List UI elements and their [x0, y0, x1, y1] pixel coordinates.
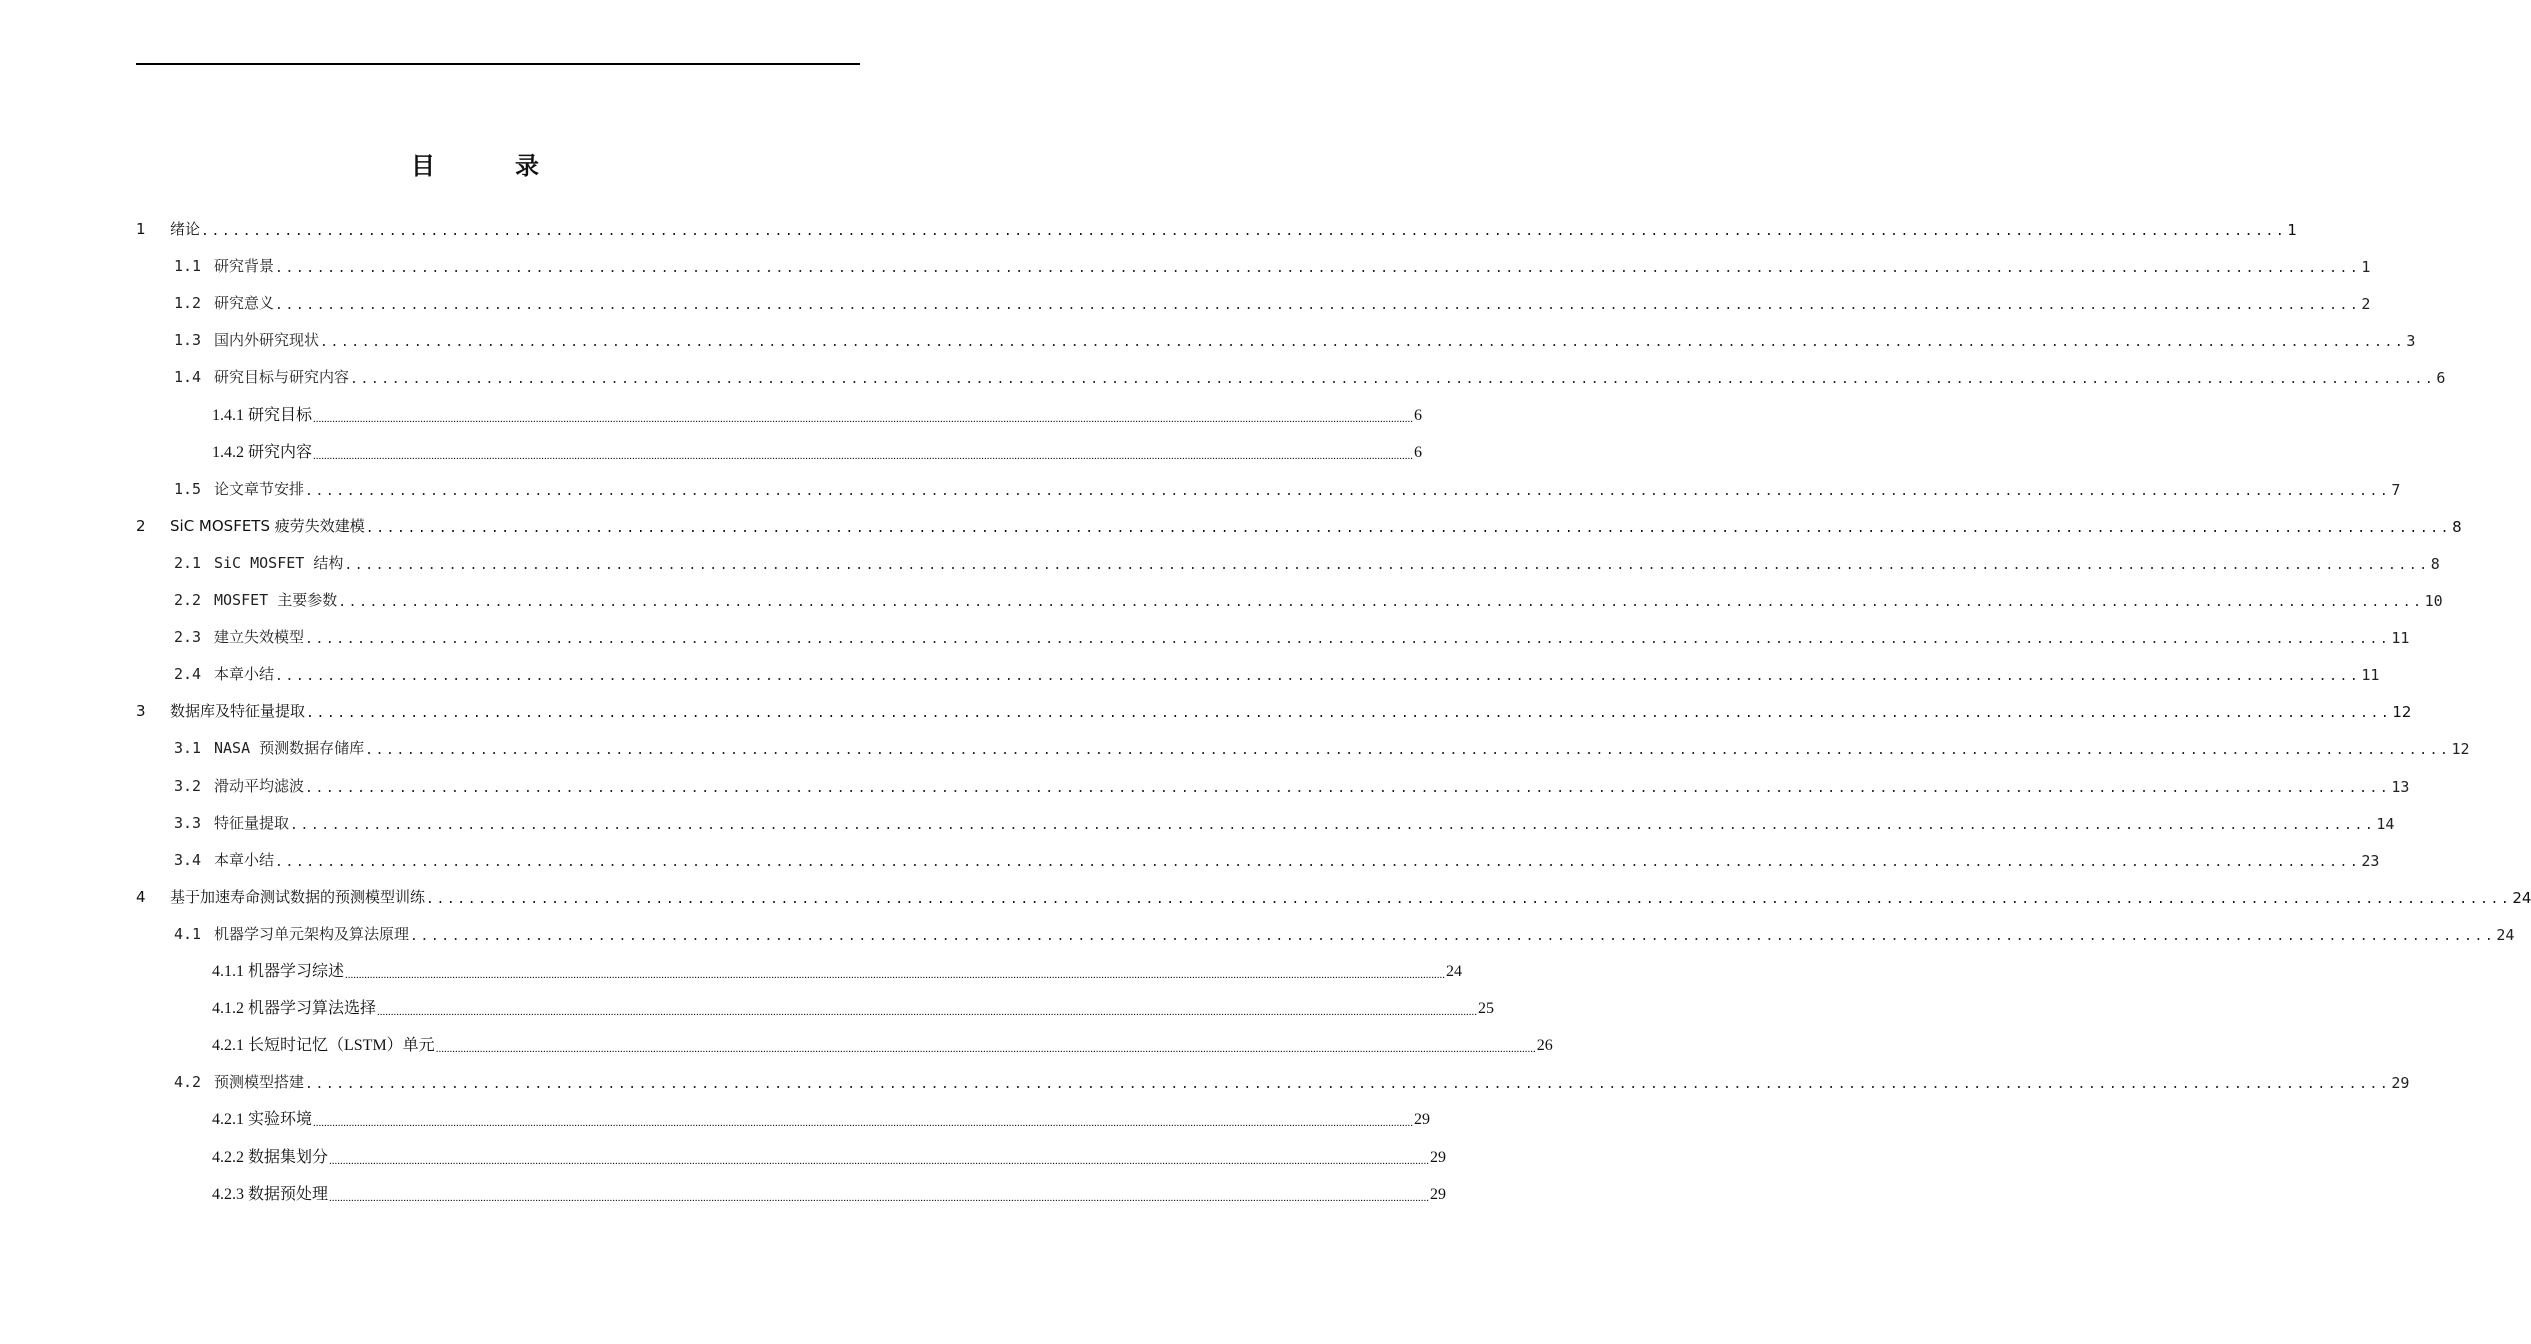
toc-entry[interactable] — [136, 881, 2531, 907]
toc-entry-title — [174, 292, 274, 313]
toc-entry-number: 4.2.2 — [212, 1149, 244, 1166]
toc-entry[interactable] — [136, 510, 2462, 536]
toc-entry-number: 4.2.1 — [212, 1037, 244, 1054]
toc-entry-page: 14 — [2376, 815, 2395, 833]
toc-entry-label: NASA 预测数据存储库 — [214, 739, 365, 757]
toc-entry[interactable] — [174, 621, 2410, 647]
toc-entry-title — [174, 775, 304, 796]
toc-entry-number: 3 — [136, 702, 146, 720]
toc-entry-number: 4.2.1 — [212, 1111, 244, 1128]
toc-entry[interactable] — [174, 287, 2371, 313]
toc-entry[interactable] — [174, 1066, 2410, 1092]
toc-entry[interactable] — [174, 844, 2380, 870]
toc-leader-dots: ........................................................................................................................................................................................................ — [201, 224, 2287, 239]
toc-leader-dots: ........................................................................................................................................................................................................ — [344, 558, 2430, 573]
toc-entry-number: 4.1 — [174, 925, 202, 943]
toc-entry-label: 预测模型搭建 — [214, 1073, 305, 1091]
toc-entry[interactable] — [136, 695, 2412, 721]
toc-entry-title — [212, 1144, 328, 1167]
toc-leader-dots: ................................................................................................................................................................................................................................................................................................................................................................................................................ — [329, 1155, 1430, 1167]
toc-entry[interactable] — [212, 1103, 1431, 1129]
toc-entry-page: 26 — [1536, 1037, 1553, 1054]
toc-entry-title — [174, 737, 364, 758]
toc-entry-title — [174, 849, 274, 870]
toc-entry-title — [212, 1181, 328, 1204]
toc-entry[interactable] — [212, 1141, 1447, 1167]
toc-entry-page: 2 — [2361, 295, 2371, 313]
toc-entry-page: 13 — [2391, 778, 2410, 796]
toc-entry-title — [174, 366, 349, 387]
toc-entry[interactable] — [174, 732, 2470, 758]
toc-entry-number: 1.1 — [174, 257, 202, 275]
toc-entry-page: 23 — [2361, 852, 2380, 870]
toc-leader-dots: ................................................................................................................................................................................................................................................................................................................................................................................................................ — [435, 1043, 1536, 1055]
toc-entry-page: 6 — [1414, 407, 1423, 424]
toc-entry[interactable] — [174, 658, 2380, 684]
toc-leader-dots: ........................................................................................................................................................................................................ — [338, 595, 2424, 610]
toc-leader-dots: ........................................................................................................................................................................................................ — [426, 892, 2512, 907]
toc-entry[interactable] — [174, 807, 2395, 833]
toc-entry-title — [212, 402, 312, 425]
toc-entry-number: 1.5 — [174, 480, 202, 498]
toc-entry-label: 长短时记忆（LSTM）单元 — [248, 1037, 435, 1054]
toc-entry-title — [212, 995, 376, 1018]
toc-leader-dots: ........................................................................................................................................................................................................ — [305, 781, 2391, 796]
toc-entry[interactable] — [212, 955, 1463, 981]
toc-entry-title — [174, 255, 274, 276]
toc-entry-label: SiC MOSFETS 疲劳失效建模 — [170, 517, 365, 535]
toc-entry-title — [136, 700, 305, 721]
toc-entry-title — [174, 552, 343, 573]
toc-entry[interactable] — [174, 918, 2515, 944]
toc-entry-page: 25 — [1478, 1000, 1495, 1017]
toc-entry-title — [212, 1032, 435, 1055]
toc-entry-page: 24 — [1446, 963, 1463, 980]
toc-entry-page: 24 — [2496, 926, 2515, 944]
toc-entry[interactable] — [212, 992, 1495, 1018]
toc-entry-number: 3.4 — [174, 851, 202, 869]
page-title — [0, 146, 950, 181]
toc-entry-page: 8 — [2452, 518, 2462, 536]
toc-entry-label: 研究目标 — [248, 407, 313, 424]
toc-entry-label: 机器学习综述 — [248, 963, 345, 980]
toc-entry-number: 2.2 — [174, 591, 202, 609]
toc-entry-label: 本章小结 — [214, 851, 275, 869]
toc-entry-label: 研究意义 — [214, 294, 275, 312]
toc-entry[interactable] — [174, 770, 2410, 796]
toc-leader-dots: ........................................................................................................................................................................................................ — [305, 484, 2391, 499]
toc-entry-title — [174, 589, 337, 610]
header-rule — [136, 63, 860, 65]
toc-entry-title — [174, 1071, 304, 1092]
toc-entry-label: MOSFET 主要参数 — [214, 591, 338, 609]
toc-entry-page: 29 — [1414, 1111, 1431, 1128]
toc-entry-page: 1 — [2287, 221, 2297, 239]
toc-entry-number: 1.4.2 — [212, 444, 244, 461]
toc-entry-number: 2.4 — [174, 665, 202, 683]
toc-entry-page: 3 — [2406, 332, 2416, 350]
toc-entry-number: 4.2 — [174, 1073, 202, 1091]
toc-entry-title — [174, 663, 274, 684]
title-char-2: 录 — [515, 152, 539, 180]
toc-leader-dots: ................................................................................................................................................................................................................................................................................................................................................................................................................ — [313, 1117, 1414, 1129]
toc-leader-dots: ........................................................................................................................................................................................................ — [275, 669, 2361, 684]
toc-entry-label: 机器学习单元架构及算法原理 — [214, 925, 410, 943]
toc-entry-number: 4 — [136, 888, 146, 906]
toc-entry-label: 建立失效模型 — [214, 628, 305, 646]
toc-entry-label: 特征量提取 — [214, 814, 290, 832]
toc-entry-number: 4.2.3 — [212, 1186, 244, 1203]
toc-leader-dots: ........................................................................................................................................................................................................ — [365, 521, 2452, 536]
toc-entry-page: 12 — [2451, 740, 2470, 758]
toc-leader-dots: ................................................................................................................................................................................................................................................................................................................................................................................................................ — [345, 969, 1446, 981]
toc-entry-title — [174, 329, 319, 350]
toc-entry-number: 3.1 — [174, 739, 202, 757]
toc-entry-title — [136, 886, 425, 907]
toc-entry-page: 11 — [2391, 629, 2410, 647]
toc-entry-label: 数据预处理 — [248, 1186, 329, 1203]
toc-entry-title — [174, 923, 409, 944]
toc-entry-page: 8 — [2430, 555, 2440, 573]
toc-entry-page: 6 — [1414, 444, 1423, 461]
toc-leader-dots: ................................................................................................................................................................................................................................................................................................................................................................................................................ — [313, 413, 1414, 425]
toc-leader-dots: ........................................................................................................................................................................................................ — [320, 335, 2406, 350]
toc-entry-number: 4.1.2 — [212, 1000, 244, 1017]
toc-entry-page: 29 — [2391, 1074, 2410, 1092]
toc-entry[interactable] — [174, 547, 2440, 573]
toc-entry-title — [174, 812, 289, 833]
toc-entry-number: 1 — [136, 220, 146, 238]
toc-entry-label: 论文章节安排 — [214, 480, 305, 498]
toc-entry-number: 3.2 — [174, 777, 202, 795]
toc-entry-label: 实验环境 — [248, 1111, 313, 1128]
toc-entry-page: 11 — [2361, 666, 2380, 684]
toc-leader-dots: ........................................................................................................................................................................................................ — [275, 261, 2361, 276]
toc-entry-label: 数据库及特征量提取 — [170, 702, 306, 720]
toc-entry-number: 1.4.1 — [212, 407, 244, 424]
toc-leader-dots: ........................................................................................................................................................................................................ — [305, 1077, 2391, 1092]
toc-leader-dots: ........................................................................................................................................................................................................ — [275, 855, 2361, 870]
toc-entry-label: SiC MOSFET 结构 — [214, 554, 344, 572]
toc-entry-title — [212, 958, 344, 981]
toc-entry-label: 滑动平均滤波 — [214, 777, 305, 795]
toc-entry[interactable] — [174, 361, 2446, 387]
toc-entry-title — [174, 626, 304, 647]
toc-entry-label: 本章小结 — [214, 665, 275, 683]
toc-leader-dots: ........................................................................................................................................................................................................ — [365, 743, 2451, 758]
toc-entry-label: 研究背景 — [214, 257, 275, 275]
title-char-1: 目 — [411, 152, 435, 180]
toc-leader-dots: ........................................................................................................................................................................................................ — [305, 632, 2391, 647]
toc-entry-number: 1.3 — [174, 331, 202, 349]
toc-leader-dots: ................................................................................................................................................................................................................................................................................................................................................................................................................ — [313, 450, 1414, 462]
toc-entry-title — [212, 439, 312, 462]
toc-entry-page: 7 — [2391, 481, 2401, 499]
toc-leader-dots: ........................................................................................................................................................................................................ — [306, 706, 2392, 721]
toc-leader-dots: ........................................................................................................................................................................................................ — [275, 298, 2361, 313]
toc-entry-title — [212, 1106, 312, 1129]
toc-entry-page: 10 — [2424, 592, 2443, 610]
toc-entry-page: 29 — [1430, 1186, 1447, 1203]
toc-entry-title — [136, 515, 365, 536]
toc-leader-dots: ................................................................................................................................................................................................................................................................................................................................................................................................................ — [329, 1192, 1430, 1204]
toc-entry-number: 3.3 — [174, 814, 202, 832]
toc-entry[interactable] — [174, 473, 2401, 499]
toc-entry-label: 基于加速寿命测试数据的预测模型训练 — [170, 888, 426, 906]
toc-entry[interactable] — [136, 213, 2297, 239]
toc-entry-label: 数据集划分 — [248, 1149, 329, 1166]
toc-entry[interactable] — [174, 250, 2371, 276]
toc-entry-label: 国内外研究现状 — [214, 331, 320, 349]
toc-entry-title — [174, 478, 304, 499]
toc-entry-title — [136, 218, 200, 239]
toc-entry-number: 2 — [136, 517, 146, 535]
toc-leader-dots: ........................................................................................................................................................................................................ — [290, 818, 2376, 833]
toc-entry-number: 1.4 — [174, 368, 202, 386]
toc-entry-number: 1.2 — [174, 294, 202, 312]
toc-entry-label: 研究目标与研究内容 — [214, 368, 350, 386]
toc-entry-number: 4.1.1 — [212, 963, 244, 980]
toc-entry-label: 研究内容 — [248, 444, 313, 461]
toc-entry[interactable] — [174, 584, 2443, 610]
toc-leader-dots: ........................................................................................................................................................................................................ — [410, 929, 2496, 944]
toc-entry[interactable] — [212, 436, 1423, 462]
toc-entry-number: 2.3 — [174, 628, 202, 646]
toc-entry-number: 2.1 — [174, 554, 202, 572]
toc-entry-page: 24 — [2512, 889, 2531, 907]
toc-entry-page: 12 — [2392, 703, 2412, 721]
toc-entry-page: 1 — [2361, 258, 2371, 276]
toc-entry[interactable] — [174, 324, 2416, 350]
toc-entry-label: 机器学习算法选择 — [248, 1000, 377, 1017]
toc-entry-page: 29 — [1430, 1149, 1447, 1166]
toc-entry[interactable] — [212, 399, 1423, 425]
toc-entry[interactable] — [212, 1029, 1553, 1055]
toc-entry-page: 6 — [2436, 369, 2446, 387]
toc-entry-label: 绪论 — [170, 220, 201, 238]
toc-leader-dots: ........................................................................................................................................................................................................ — [350, 372, 2436, 387]
toc-leader-dots: ................................................................................................................................................................................................................................................................................................................................................................................................................ — [377, 1006, 1478, 1018]
toc-entry[interactable] — [212, 1178, 1447, 1204]
